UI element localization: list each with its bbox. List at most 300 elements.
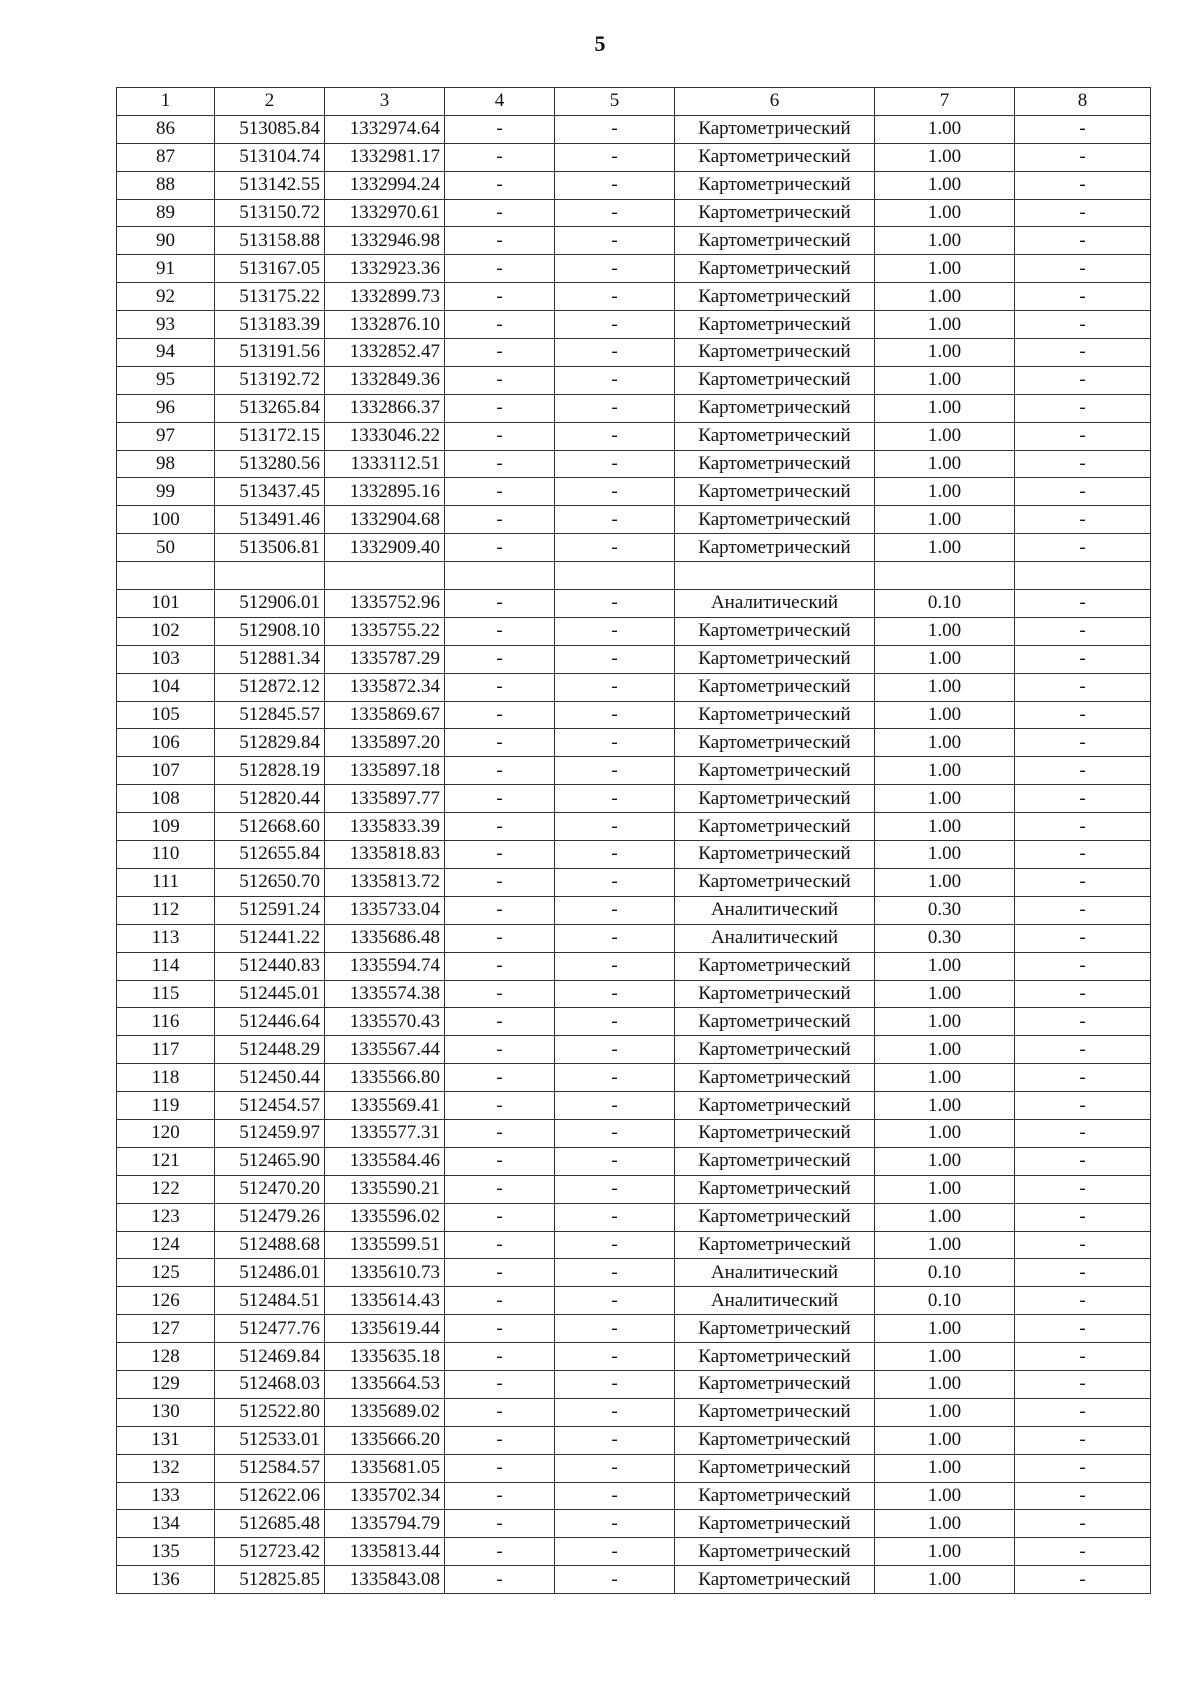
cell-method: Картометрический (675, 115, 875, 143)
cell-col-8: - (1015, 1482, 1151, 1510)
cell-x-coordinate: 512459.97 (215, 1119, 325, 1147)
table-row (117, 506, 1151, 534)
cell-y-coordinate: 1335584.46 (325, 1147, 445, 1175)
cell-col-4: - (445, 980, 555, 1008)
table-row (117, 1343, 1151, 1371)
cell-y-coordinate: 1335594.74 (325, 952, 445, 980)
cell-accuracy: 1.00 (875, 785, 1015, 813)
table-header-row (117, 88, 1151, 116)
cell-col-5: - (555, 115, 675, 143)
cell-x-coordinate: 512522.80 (215, 1398, 325, 1426)
cell-col-5: - (555, 366, 675, 394)
cell-col-4: - (445, 1315, 555, 1343)
cell-col-4: - (445, 617, 555, 645)
cell-point-number: 118 (117, 1064, 215, 1092)
cell-x-coordinate: 512446.64 (215, 1008, 325, 1036)
cell-col-4: - (445, 115, 555, 143)
cell-col-4: - (445, 1510, 555, 1538)
cell-point-number: 89 (117, 199, 215, 227)
cell-col-5: - (555, 227, 675, 255)
cell-method: Аналитический (675, 1259, 875, 1287)
cell-col-4: - (445, 1064, 555, 1092)
table-row (117, 478, 1151, 506)
cell-accuracy: 1.00 (875, 450, 1015, 478)
table-row (117, 1482, 1151, 1510)
cell-accuracy: 0.30 (875, 924, 1015, 952)
cell-method: Картометрический (675, 339, 875, 367)
table-row (117, 199, 1151, 227)
cell-col-5: - (555, 729, 675, 757)
cell-accuracy: 1.00 (875, 701, 1015, 729)
cell-x-coordinate: 513104.74 (215, 143, 325, 171)
cell-accuracy: 1.00 (875, 1064, 1015, 1092)
cell-y-coordinate: 1332876.10 (325, 311, 445, 339)
cell-col-8: - (1015, 1370, 1151, 1398)
cell-x-coordinate: 512845.57 (215, 701, 325, 729)
cell-point-number (117, 562, 215, 590)
cell-accuracy: 1.00 (875, 283, 1015, 311)
cell-point-number: 94 (117, 339, 215, 367)
cell-col-5: - (555, 171, 675, 199)
cell-y-coordinate: 1332923.36 (325, 255, 445, 283)
cell-method: Картометрический (675, 1343, 875, 1371)
cell-y-coordinate: 1332970.61 (325, 199, 445, 227)
table-row (117, 1370, 1151, 1398)
cell-x-coordinate: 513506.81 (215, 534, 325, 562)
table-row (117, 1119, 1151, 1147)
cell-x-coordinate: 512454.57 (215, 1092, 325, 1120)
cell-col-4: - (445, 1008, 555, 1036)
cell-col-5: - (555, 1510, 675, 1538)
cell-accuracy: 1.00 (875, 952, 1015, 980)
cell-accuracy: 1.00 (875, 478, 1015, 506)
cell-accuracy: 1.00 (875, 506, 1015, 534)
cell-point-number: 122 (117, 1175, 215, 1203)
cell-accuracy: 1.00 (875, 394, 1015, 422)
cell-method: Картометрический (675, 785, 875, 813)
cell-col-8: - (1015, 1454, 1151, 1482)
cell-y-coordinate: 1335686.48 (325, 924, 445, 952)
table-row (117, 366, 1151, 394)
cell-col-8: - (1015, 896, 1151, 924)
cell-col-8: - (1015, 311, 1151, 339)
cell-col-5: - (555, 311, 675, 339)
cell-method: Картометрический (675, 1426, 875, 1454)
cell-method: Картометрический (675, 1092, 875, 1120)
cell-point-number: 117 (117, 1036, 215, 1064)
cell-y-coordinate: 1335610.73 (325, 1259, 445, 1287)
cell-x-coordinate: 513142.55 (215, 171, 325, 199)
cell-point-number: 98 (117, 450, 215, 478)
cell-point-number: 123 (117, 1203, 215, 1231)
cell-x-coordinate: 512479.26 (215, 1203, 325, 1231)
cell-method: Картометрический (675, 1315, 875, 1343)
page-number: 5 (594, 31, 606, 56)
cell-method: Картометрический (675, 841, 875, 869)
cell-col-4: - (445, 645, 555, 673)
cell-point-number: 113 (117, 924, 215, 952)
cell-method: Картометрический (675, 1008, 875, 1036)
cell-method: Картометрический (675, 645, 875, 673)
cell-col-4: - (445, 1036, 555, 1064)
cell-col-4: - (445, 1426, 555, 1454)
cell-col-4: - (445, 366, 555, 394)
cell-col-8: - (1015, 1510, 1151, 1538)
cell-col-8: - (1015, 701, 1151, 729)
cell-col-4: - (445, 1566, 555, 1594)
cell-col-8: - (1015, 952, 1151, 980)
cell-x-coordinate: 513150.72 (215, 199, 325, 227)
cell-point-number: 100 (117, 506, 215, 534)
cell-col-5: - (555, 924, 675, 952)
cell-x-coordinate: 513158.88 (215, 227, 325, 255)
cell-col-8: - (1015, 924, 1151, 952)
cell-y-coordinate: 1335590.21 (325, 1175, 445, 1203)
cell-x-coordinate: 512881.34 (215, 645, 325, 673)
cell-col-4: - (445, 450, 555, 478)
cell-x-coordinate: 513183.39 (215, 311, 325, 339)
cell-y-coordinate: 1335574.38 (325, 980, 445, 1008)
cell-point-number: 120 (117, 1119, 215, 1147)
cell-col-8: - (1015, 1343, 1151, 1371)
cell-point-number: 125 (117, 1259, 215, 1287)
cell-method: Картометрический (675, 478, 875, 506)
cell-method: Картометрический (675, 1119, 875, 1147)
cell-accuracy: 1.00 (875, 1454, 1015, 1482)
cell-accuracy: 1.00 (875, 617, 1015, 645)
cell-accuracy: 1.00 (875, 1315, 1015, 1343)
cell-col-4: - (445, 506, 555, 534)
cell-accuracy: 1.00 (875, 366, 1015, 394)
cell-col-5: - (555, 506, 675, 534)
table-row (117, 673, 1151, 701)
cell-point-number: 115 (117, 980, 215, 1008)
cell-point-number: 92 (117, 283, 215, 311)
cell-method: Картометрический (675, 394, 875, 422)
cell-col-5: - (555, 1119, 675, 1147)
cell-x-coordinate: 513280.56 (215, 450, 325, 478)
cell-point-number: 136 (117, 1566, 215, 1594)
cell-col-8: - (1015, 506, 1151, 534)
table-row (117, 1147, 1151, 1175)
cell-col-4: - (445, 255, 555, 283)
cell-x-coordinate: 512685.48 (215, 1510, 325, 1538)
cell-col-5: - (555, 283, 675, 311)
cell-method: Картометрический (675, 1398, 875, 1426)
table-row (117, 590, 1151, 618)
cell-y-coordinate: 1333112.51 (325, 450, 445, 478)
cell-point-number: 121 (117, 1147, 215, 1175)
cell-accuracy: 1.00 (875, 1398, 1015, 1426)
cell-col-8 (1015, 562, 1151, 590)
cell-method: Картометрический (675, 729, 875, 757)
cell-col-8: - (1015, 1538, 1151, 1566)
cell-col-8: - (1015, 980, 1151, 1008)
cell-accuracy: 0.10 (875, 590, 1015, 618)
cell-accuracy: 1.00 (875, 1175, 1015, 1203)
cell-col-5: - (555, 1203, 675, 1231)
cell-y-coordinate: 1332909.40 (325, 534, 445, 562)
cell-accuracy: 1.00 (875, 1147, 1015, 1175)
cell-col-8: - (1015, 1064, 1151, 1092)
table-row (117, 841, 1151, 869)
cell-y-coordinate: 1335702.34 (325, 1482, 445, 1510)
cell-point-number: 126 (117, 1287, 215, 1315)
cell-point-number: 101 (117, 590, 215, 618)
cell-method: Аналитический (675, 590, 875, 618)
cell-col-5: - (555, 1315, 675, 1343)
cell-col-4 (445, 562, 555, 590)
table-row (117, 1092, 1151, 1120)
cell-point-number: 99 (117, 478, 215, 506)
cell-col-5: - (555, 1287, 675, 1315)
cell-col-8: - (1015, 1315, 1151, 1343)
cell-method (675, 562, 875, 590)
cell-method: Картометрический (675, 143, 875, 171)
cell-method: Картометрический (675, 283, 875, 311)
cell-y-coordinate: 1335833.39 (325, 813, 445, 841)
cell-col-5: - (555, 1370, 675, 1398)
cell-x-coordinate: 513172.15 (215, 422, 325, 450)
cell-col-5: - (555, 1343, 675, 1371)
cell-point-number: 50 (117, 534, 215, 562)
cell-col-5: - (555, 701, 675, 729)
cell-col-5: - (555, 1398, 675, 1426)
cell-col-5: - (555, 339, 675, 367)
cell-method: Картометрический (675, 1454, 875, 1482)
cell-accuracy: 1.00 (875, 311, 1015, 339)
cell-point-number: 104 (117, 673, 215, 701)
cell-col-8: - (1015, 1231, 1151, 1259)
cell-y-coordinate: 1332849.36 (325, 366, 445, 394)
cell-point-number: 91 (117, 255, 215, 283)
cell-point-number: 96 (117, 394, 215, 422)
cell-col-4: - (445, 924, 555, 952)
cell-y-coordinate: 1335869.67 (325, 701, 445, 729)
cell-col-5: - (555, 1454, 675, 1482)
cell-point-number: 114 (117, 952, 215, 980)
cell-col-8: - (1015, 590, 1151, 618)
cell-method: Картометрический (675, 1538, 875, 1566)
cell-col-8: - (1015, 534, 1151, 562)
cell-col-5: - (555, 1426, 675, 1454)
cell-accuracy: 1.00 (875, 1370, 1015, 1398)
cell-col-8: - (1015, 617, 1151, 645)
cell-col-4: - (445, 227, 555, 255)
cell-accuracy: 1.00 (875, 1036, 1015, 1064)
cell-x-coordinate: 512465.90 (215, 1147, 325, 1175)
table-row (117, 1231, 1151, 1259)
table-row (117, 143, 1151, 171)
cell-y-coordinate: 1332866.37 (325, 394, 445, 422)
cell-col-4: - (445, 1538, 555, 1566)
cell-x-coordinate: 512484.51 (215, 1287, 325, 1315)
cell-method: Картометрический (675, 366, 875, 394)
cell-method: Картометрический (675, 980, 875, 1008)
cell-col-4: - (445, 868, 555, 896)
cell-method: Картометрический (675, 1064, 875, 1092)
cell-x-coordinate: 512448.29 (215, 1036, 325, 1064)
cell-col-4: - (445, 1092, 555, 1120)
cell-col-8: - (1015, 255, 1151, 283)
cell-accuracy: 1.00 (875, 534, 1015, 562)
table-row (117, 422, 1151, 450)
cell-x-coordinate: 513191.56 (215, 339, 325, 367)
cell-point-number: 102 (117, 617, 215, 645)
cell-col-8: - (1015, 199, 1151, 227)
table-row (117, 896, 1151, 924)
table-row (117, 1538, 1151, 1566)
cell-col-4: - (445, 422, 555, 450)
cell-point-number: 110 (117, 841, 215, 869)
cell-y-coordinate: 1335813.72 (325, 868, 445, 896)
cell-method: Картометрический (675, 868, 875, 896)
table-row (117, 227, 1151, 255)
cell-accuracy: 1.00 (875, 1343, 1015, 1371)
cell-col-8: - (1015, 143, 1151, 171)
cell-accuracy: 1.00 (875, 868, 1015, 896)
cell-x-coordinate: 512655.84 (215, 841, 325, 869)
cell-x-coordinate: 513265.84 (215, 394, 325, 422)
cell-col-5: - (555, 1482, 675, 1510)
cell-accuracy: 1.00 (875, 980, 1015, 1008)
cell-method: Картометрический (675, 1482, 875, 1510)
cell-col-4: - (445, 952, 555, 980)
cell-y-coordinate: 1335599.51 (325, 1231, 445, 1259)
cell-col-8: - (1015, 1147, 1151, 1175)
cell-col-5: - (555, 1175, 675, 1203)
cell-x-coordinate: 512445.01 (215, 980, 325, 1008)
cell-col-4: - (445, 171, 555, 199)
cell-col-8: - (1015, 422, 1151, 450)
cell-accuracy: 1.00 (875, 171, 1015, 199)
cell-col-5: - (555, 590, 675, 618)
table-row (117, 924, 1151, 952)
cell-col-8: - (1015, 115, 1151, 143)
cell-col-8: - (1015, 1566, 1151, 1594)
cell-x-coordinate: 512825.85 (215, 1566, 325, 1594)
cell-method: Картометрический (675, 255, 875, 283)
cell-col-4: - (445, 311, 555, 339)
cell-col-5: - (555, 1147, 675, 1175)
cell-x-coordinate: 512650.70 (215, 868, 325, 896)
cell-method: Картометрический (675, 1510, 875, 1538)
table-row (117, 1454, 1151, 1482)
cell-col-4: - (445, 1147, 555, 1175)
cell-accuracy: 1.00 (875, 673, 1015, 701)
cell-col-8: - (1015, 1175, 1151, 1203)
cell-col-5: - (555, 450, 675, 478)
cell-point-number: 95 (117, 366, 215, 394)
cell-y-coordinate: 1335619.44 (325, 1315, 445, 1343)
table-row (117, 617, 1151, 645)
cell-y-coordinate: 1335755.22 (325, 617, 445, 645)
cell-x-coordinate: 513175.22 (215, 283, 325, 311)
cell-col-8: - (1015, 394, 1151, 422)
table-row (117, 813, 1151, 841)
cell-col-8: - (1015, 283, 1151, 311)
cell-x-coordinate: 513085.84 (215, 115, 325, 143)
cell-method: Картометрический (675, 1231, 875, 1259)
table-row (117, 339, 1151, 367)
cell-col-8: - (1015, 1092, 1151, 1120)
table-row (117, 952, 1151, 980)
coordinates-table (116, 87, 1151, 1594)
cell-point-number: 97 (117, 422, 215, 450)
cell-col-5: - (555, 1231, 675, 1259)
cell-col-4: - (445, 199, 555, 227)
cell-point-number: 128 (117, 1343, 215, 1371)
cell-method: Картометрический (675, 617, 875, 645)
cell-x-coordinate: 512469.84 (215, 1343, 325, 1371)
cell-col-8: - (1015, 366, 1151, 394)
cell-y-coordinate: 1333046.22 (325, 422, 445, 450)
table-row (117, 1008, 1151, 1036)
cell-col-8: - (1015, 1287, 1151, 1315)
cell-col-5: - (555, 813, 675, 841)
cell-accuracy: 1.00 (875, 1538, 1015, 1566)
cell-method: Аналитический (675, 896, 875, 924)
table-row (117, 255, 1151, 283)
cell-y-coordinate: 1335664.53 (325, 1370, 445, 1398)
table-body (117, 115, 1151, 1593)
table-row (117, 1064, 1151, 1092)
cell-col-4: - (445, 1398, 555, 1426)
cell-col-4: - (445, 1259, 555, 1287)
cell-col-8: - (1015, 450, 1151, 478)
cell-method: Картометрический (675, 813, 875, 841)
cell-method: Картометрический (675, 1175, 875, 1203)
cell-col-8: - (1015, 645, 1151, 673)
cell-col-4: - (445, 729, 555, 757)
cell-x-coordinate: 512488.68 (215, 1231, 325, 1259)
cell-x-coordinate: 513491.46 (215, 506, 325, 534)
cell-point-number: 111 (117, 868, 215, 896)
cell-col-5: - (555, 868, 675, 896)
cell-x-coordinate: 512723.42 (215, 1538, 325, 1566)
cell-y-coordinate: 1335794.79 (325, 1510, 445, 1538)
cell-col-5: - (555, 1064, 675, 1092)
cell-point-number: 105 (117, 701, 215, 729)
cell-col-5: - (555, 1538, 675, 1566)
cell-col-8: - (1015, 757, 1151, 785)
table-row (117, 1510, 1151, 1538)
cell-col-4: - (445, 841, 555, 869)
cell-col-5: - (555, 785, 675, 813)
cell-col-4: - (445, 394, 555, 422)
cell-y-coordinate: 1332852.47 (325, 339, 445, 367)
cell-y-coordinate: 1335733.04 (325, 896, 445, 924)
cell-x-coordinate: 512584.57 (215, 1454, 325, 1482)
cell-col-4: - (445, 1119, 555, 1147)
column-header-6: 6 (675, 88, 875, 116)
cell-point-number: 107 (117, 757, 215, 785)
cell-accuracy: 1.00 (875, 1426, 1015, 1454)
cell-col-5: - (555, 534, 675, 562)
cell-point-number: 112 (117, 896, 215, 924)
cell-y-coordinate (325, 562, 445, 590)
table-row (117, 311, 1151, 339)
cell-accuracy: 1.00 (875, 1566, 1015, 1594)
cell-col-4: - (445, 673, 555, 701)
cell-y-coordinate: 1335666.20 (325, 1426, 445, 1454)
cell-x-coordinate: 512486.01 (215, 1259, 325, 1287)
cell-col-5: - (555, 1008, 675, 1036)
cell-x-coordinate: 512477.76 (215, 1315, 325, 1343)
cell-accuracy: 1.00 (875, 645, 1015, 673)
cell-y-coordinate: 1332895.16 (325, 478, 445, 506)
column-header-8: 8 (1015, 88, 1151, 116)
